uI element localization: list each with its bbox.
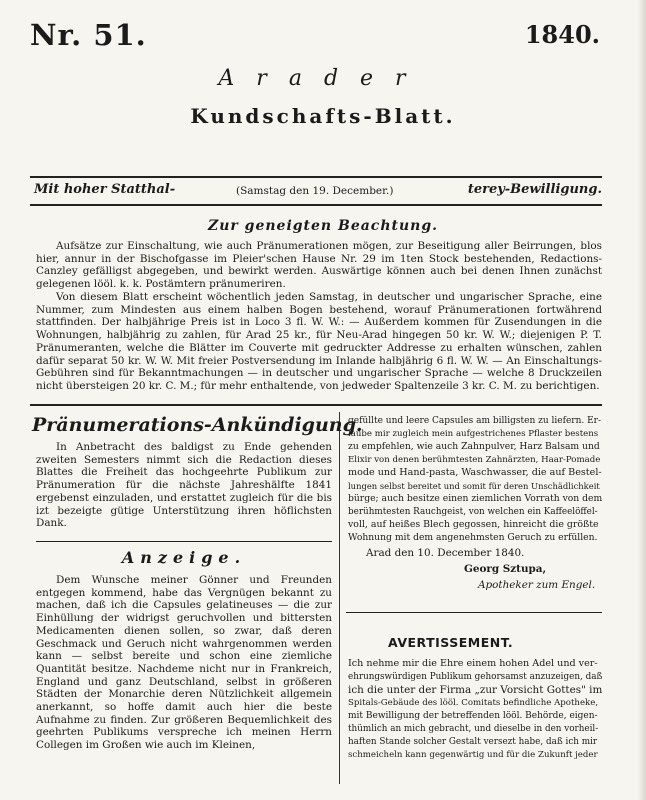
right-line: Wohnung mit dem angenehmsten Geruch zu erfüllen. [348, 532, 598, 543]
right-line: bürge; auch besitze einen ziemlichen Vorrath von dem [348, 493, 603, 504]
notice-paragraph-1: Aufsätze zur Einschaltung, wie auch Pränumerationen mögen, zur Beseitigung aller Beirrungen, blos hier, annur in der Bischofgasse im Pleier'schen Hause Nr. 29 im 1ten Stock bestehenden, Redactions-Canzley gefälligst abgegeben, und bewirkt werden. Auswärtige können auch bei denen Ihnen zunächst gelegenen lööl. k. k. Postämtern pränumeriren. [36, 240, 602, 291]
masthead-rule-top [30, 176, 602, 178]
signature-name: Georg Sztupa, [464, 563, 547, 575]
right-line: voll, auf heißes Blech gegossen, hinreicht die größte [348, 519, 599, 530]
column-divider [339, 412, 340, 784]
right-line: laube mir zugleich mein aufgestrichenes Pflaster bestens [348, 429, 599, 439]
issue-year: 1840. [524, 20, 600, 49]
issue-date: (Samstag den 19. December.) [236, 185, 394, 197]
right-line: zu empfehlen, wie auch Zahnpulver, Harz Balsam und [348, 441, 600, 452]
avert-line: schmeicheln kann gegenwärtig und für die Zukunft jeder [348, 750, 598, 760]
scan-edge-shadow [638, 0, 646, 800]
praenumeration-heading: Pränumerations-Ankündigung. [32, 414, 363, 436]
right-line: mode und Hand-pasta, Waschwasser, die auf Bestel- [348, 467, 602, 478]
right-line: Elixir von denen berühmtesten Zahnärzten, Haar-Pomade [348, 455, 601, 465]
avert-line: mit Bewilligung der betreffenden lööl. Behörde, eigen- [348, 711, 598, 721]
avert-line: haften Stande solcher Gestalt versezt habe, daß ich mir [348, 737, 598, 747]
right-line: berühmtesten Rauchgeist, von welchen ein Kaffeelöffel- [348, 507, 598, 517]
anzeige-text: Dem Wunsche meiner Gönner und Freunden entgegen kommend, habe das Vergnügen bekannt zu machen, daß ich die Capsules gelatineuses — die zur Einhüllung der widrigst geruchvollen und bittersten Medicamenten dienen sollen, so zwar, daß deren Geschmack und Geruch nicht wahrgenommen werden kann — selbst bereite und schon eine ziemliche Quantität besitze. Nachdeme nicht nur in Frankreich, England und ganz Deutschland, selbst in größeren Städten der Monarchie deren Nützlichkeit allgemein anerkannt, so hoffe damit auch hier die beste Aufnahme zu finden. Zur größeren Bequemlichkeit des geehrten Publikums verspreche ich meinen Herrn Collegen im Großen wie auch im Kleinen, [36, 574, 332, 752]
avert-line: Ich nehme mir die Ehre einem hohen Adel und ver- [348, 658, 598, 669]
left-rule [36, 541, 332, 542]
avert-line: ehrungswürdigen Publikum gehorsamst anzuzeigen, daß [348, 672, 603, 682]
avert-line: thümlich an mich gebracht, und dieselbe in den vorheil- [348, 724, 599, 734]
right-rule [346, 612, 602, 613]
permit-right: terey-Bewilligung. [467, 182, 602, 197]
notice-paragraph-2: Von diesem Blatt erscheint wöchentlich jeden Samstag, in deutscher und ungarischer Sprache, eine Nummer, zum Mindesten aus einem halben Bogen bestehend, worauf Pränumerationen fortwährend stattfinden. Der halbjährige Preis ist in Loco 3 fl. W. W.: — Außerdem kommen für Zusendungen in die Wohnungen, halbjährig zu zahlen, für Arad 25 kr., für Neu-Arad hingegen 50 kr. W. W.; diejenigen P. T. Pränumeranten, welche die Blätter im Couverte mit gedruckter Addresse zu erhalten wünschen, zahlen dafür separat 50 kr. W. W. Mit freier Postversendung im Inlande halbjährig 6 fl. W. W. — An Einschaltungs-Gebühren sind für Bekanntmachungen — in deutscher und ungarischer Sprache — welche 8 Druckzeilen nicht übersteigen 20 kr. C. M.; für mehr enthaltende, von jedweder Spaltenzeile 3 kr. C. M. zu berichtigen. [36, 291, 602, 392]
signature-role: Apotheker zum Engel. [478, 579, 596, 591]
avertissement-heading: AVERTISSEMENT. [388, 635, 514, 650]
masthead-title: Kundschafts-Blatt. [190, 104, 456, 128]
masthead-rule-bottom [30, 204, 602, 206]
right-line: lungen selbst bereitet und somit für deren Unschädlichkeit [348, 481, 600, 491]
avert-line: ich die unter der Firma „zur Vorsicht Gottes" im [348, 684, 603, 696]
praenumeration-text: In Anbetracht des baldigst zu Ende gehenden zweiten Semesters nimmt sich die Redaction dieses Blattes die Freiheit das hochgeehrte Publikum zur Pränumeration für die nächste Jahreshälfte 1841 ergebenst einzuladen, und erstattet zugleich für die bis izt bezeigte gütige Unterstützung ihren höflichsten Dank. [36, 441, 332, 530]
masthead-subtitle: Arader [218, 66, 428, 91]
avert-line: Spitals-Gebäude des lööl. Comitats befindliche Apotheke, [348, 698, 599, 708]
permit-left: Mit hoher Statthal- [34, 182, 176, 197]
section-rule [30, 404, 602, 406]
issue-number: Nr. 51. [30, 18, 147, 52]
dateline: Arad den 10. December 1840. [366, 547, 525, 559]
right-line: gefüllte und leere Capsules am billigsten zu liefern. Er- [348, 416, 602, 426]
anzeige-heading: Anzeige. [121, 548, 247, 567]
notice-heading: Zur geneigten Beachtung. [208, 218, 438, 234]
